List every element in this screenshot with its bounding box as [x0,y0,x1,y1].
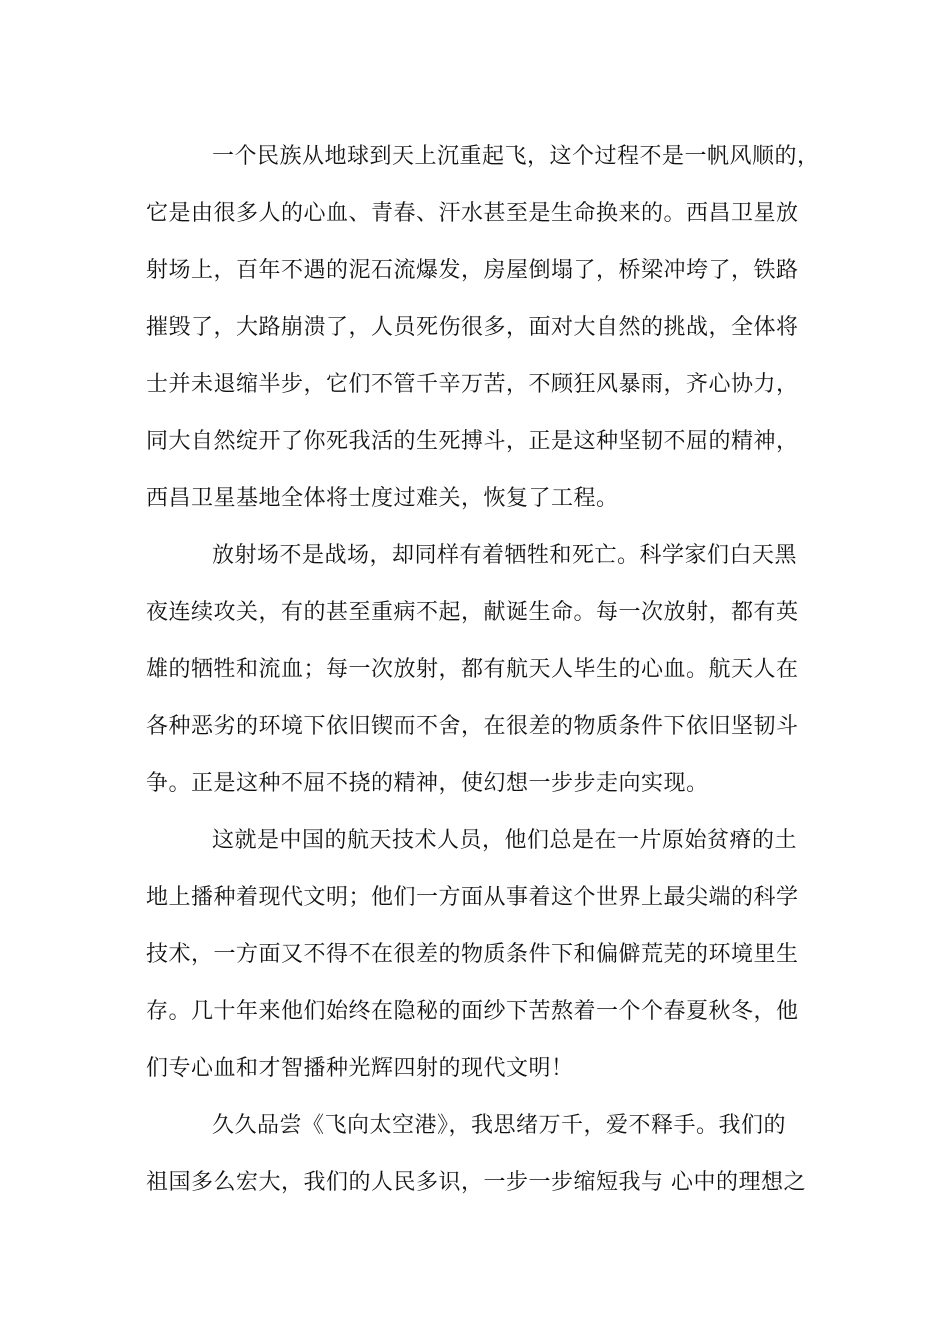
text-line: 它是由很多人的心血、青春、汗水甚至是生命换来的。西昌卫星放 [146,201,799,226]
text-line: 西昌卫星基地全体将士度过难关，恢复了工程。 [146,486,619,511]
paragraph-1 [146,128,820,527]
text-line: 一个民族从地球到天上沉重起飞，这个过程不是一帆风顺的， [212,144,820,169]
text-line: 同大自然绽开了你死我活的生死搏斗，正是这种坚韧不屈的精神， [146,429,799,454]
text-line: 士并未退缩半步，它们不管千辛万苦，不顾狂风暴雨，齐心协力， [146,372,799,397]
text-line: 久久品尝《飞向太空港》，我思绪万千，爱不释手。我们的 [212,1113,787,1138]
paragraph-2 [146,527,816,812]
text-line: 争。正是这种不屈不挠的精神，使幻想一步步走向实现。 [146,771,709,796]
text-line: 祖国多么宏大，我们的人民多识，一步一步缩短我与 心中的理想之 [146,1170,806,1195]
text-line: 雄的牺牲和流血；每一次放射，都有航天人毕生的心血。航天人在 [146,657,799,682]
text-line: 放射场不是战场，却同样有着牺牲和死亡。科学家们白天黑 [212,543,798,568]
text-line: 技术，一方面又不得不在很差的物质条件下和偏僻荒芜的环境里生 [146,942,799,967]
text-line: 存。几十年来他们始终在隐秘的面纱下苦熬着一个个春夏秋冬，他 [146,999,799,1024]
paragraph-3 [146,812,816,1097]
text-line: 地上播种着现代文明；他们一方面从事着这个世界上最尖端的科学 [146,885,799,910]
text-line: 各种恶劣的环境下依旧锲而不舍，在很差的物质条件下依旧坚韧斗 [146,714,799,739]
text-line: 们专心血和才智播种光辉四射的现代文明！ [146,1056,574,1081]
paragraph-4 [146,1097,816,1211]
text-line: 摧毁了，大路崩溃了，人员死伤很多，面对大自然的挑战，全体将 [146,315,799,340]
document-body [146,128,820,1211]
text-line: 射场上，百年不遇的泥石流爆发，房屋倒塌了，桥梁冲垮了，铁路 [146,258,799,283]
text-line: 这就是中国的航天技术人员，他们总是在一片原始贫瘠的土 [212,828,798,853]
text-line: 夜连续攻关，有的甚至重病不起，献诞生命。每一次放射，都有英 [146,600,799,625]
